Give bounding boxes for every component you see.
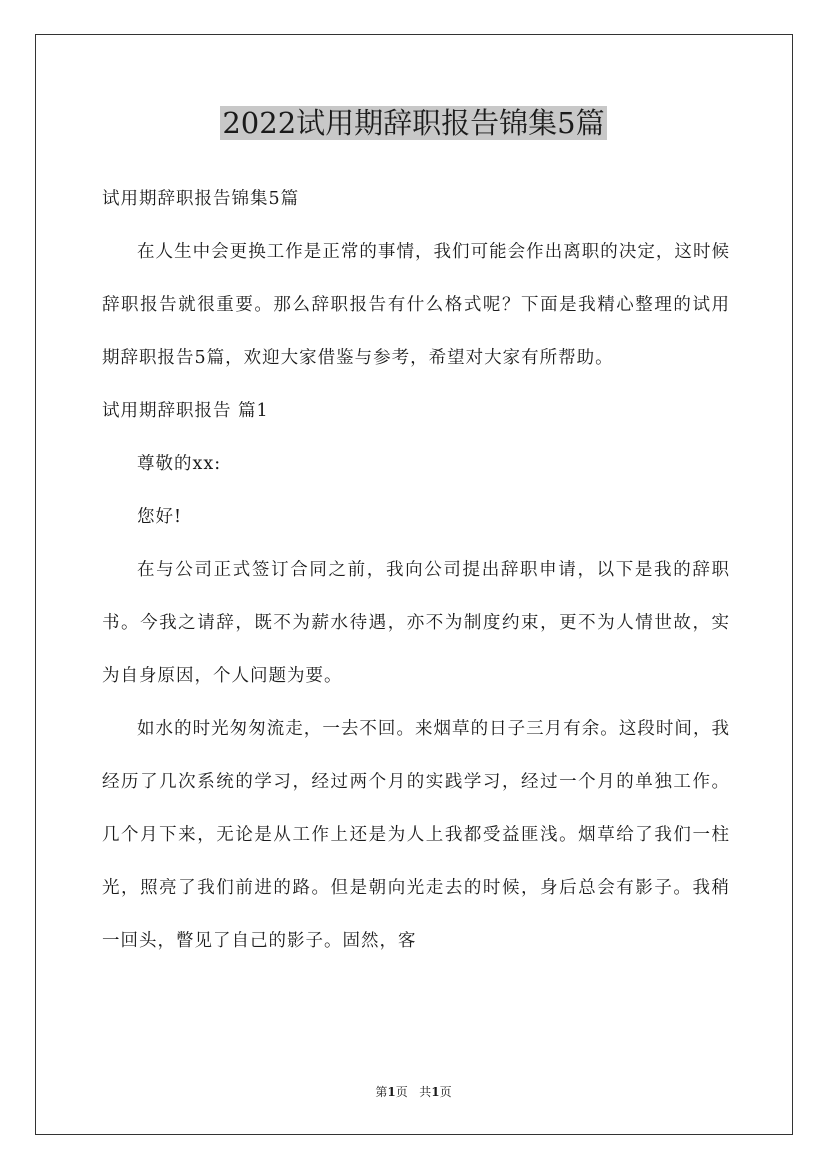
document-title-text: 2022试用期辞职报告锦集5篇 (222, 106, 605, 140)
footer-prefix: 第 (375, 1085, 388, 1099)
paragraph-section-heading: 试用期辞职报告 篇1 (102, 401, 269, 421)
document-title (0, 101, 827, 145)
paragraph-body-2: 如水的时光匆匆流走，一去不回。来烟草的日子三月有余。这段时间，我经历了几次系统的学习，经过两个月的实践学习，经过一个月的单独工作。几个月下来，无论是从工作上还是为人上我都受益匪浅。烟草给了我们一柱光，照亮了我们前进的路。但是朝向光走去的时候，身后总会有影子。我稍一回头，瞥见了自己的影子。固然，客 (102, 719, 730, 951)
paragraph-subtitle: 试用期辞职报告锦集5篇 (102, 189, 300, 209)
page-footer (0, 1083, 827, 1101)
footer-total-pages: 1 (431, 1085, 440, 1099)
footer-suffix: 页 (439, 1085, 452, 1099)
document-body (102, 173, 730, 968)
paragraph-greeting: 您好! (137, 507, 183, 527)
footer-page-number: 1 (387, 1085, 396, 1099)
paragraph-salutation: 尊敬的xx: (137, 454, 222, 474)
footer-middle: 页 共 (395, 1085, 432, 1099)
paragraph-body-1: 在与公司正式签订合同之前，我向公司提出辞职申请，以下是我的辞职书。今我之请辞，既不为薪水待遇，亦不为制度约束，更不为人情世故，实为自身原因，个人问题为要。 (102, 560, 730, 686)
paragraph-intro: 在人生中会更换工作是正常的事情，我们可能会作出离职的决定，这时候辞职报告就很重要。那么辞职报告有什么格式呢？下面是我精心整理的试用期辞职报告5篇，欢迎大家借鉴与参考，希望对大家有所帮助。 (102, 242, 730, 368)
